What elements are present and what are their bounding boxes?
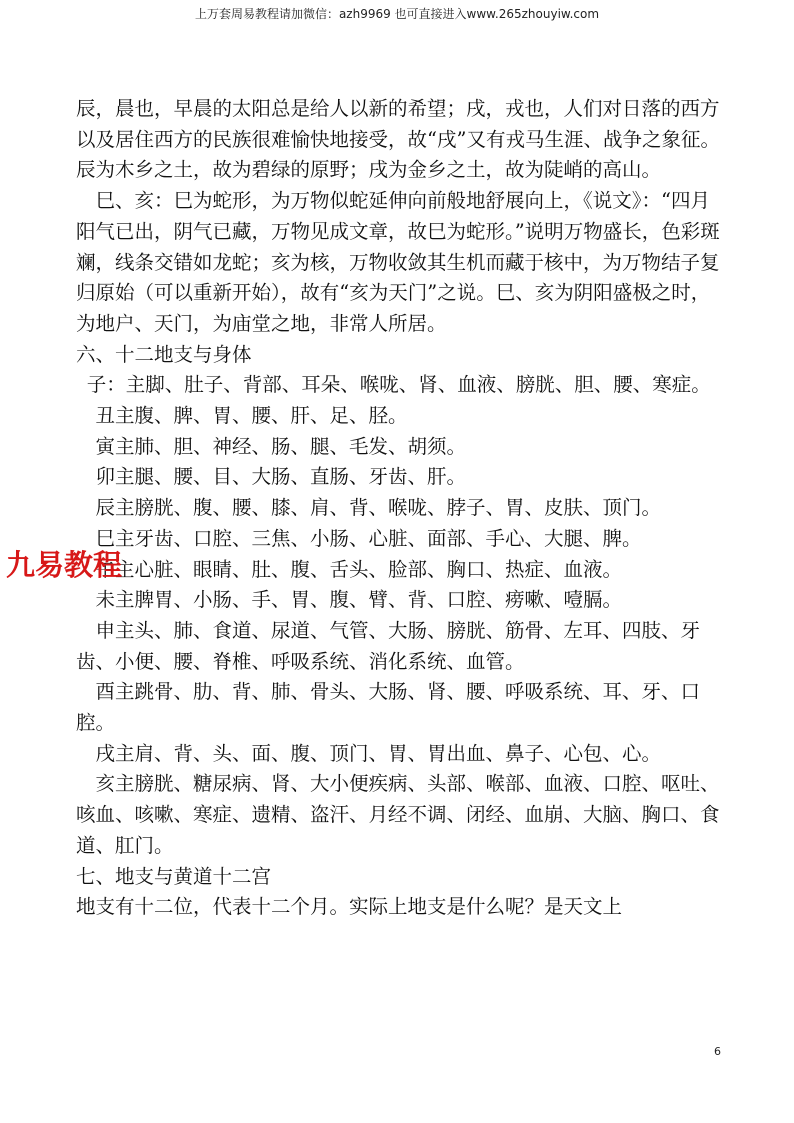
list-item: 申主头、肺、食道、尿道、气管、大肠、膀胱、筋骨、左耳、四肢、牙齿、小便、腰、脊椎、呼吸系统、消化系统、血管。 (76, 618, 701, 673)
paragraph: 巳、亥：巳为蛇形，为万物似蛇延伸向前般地舒展向上，《说文》：“四月阳气已出，阴气已藏，万物见成文章，故巳为蛇形。”说明万物盛长，色彩斑斓，线条交错如龙蛇；亥为核，万物收敛其生机而藏于核中，为万物结子复归原始（可以重新开始），故有“亥为天门”之说。巳、亥为阴阳盛极之时，为地户、天门，为庙堂之地，非常人所居。 (76, 189, 720, 335)
list-item: 午主心脏、眼睛、肚、腹、舌头、脸部、胸口、热症、血液。 (95, 557, 623, 581)
document-body (76, 94, 722, 923)
paragraph: 地支有十二位，代表十二个月。实际上地支是什么呢？是天文上 (76, 895, 623, 919)
list-item: 酉主跳骨、肋、背、肺、骨头、大肠、肾、腰、呼吸系统、耳、牙、口腔。 (76, 680, 701, 735)
watermark-logo: 九易教程 (6, 548, 123, 582)
list-item: 寅主肺、胆、神经、肠、腿、毛发、胡须。 (95, 434, 467, 458)
list-item: 丑主腹、脾、胃、腰、肝、足、胫。 (95, 404, 408, 428)
list-item: 戌主肩、背、头、面、腹、顶门、胃、胃出血、鼻子、心包、心。 (95, 741, 662, 765)
list-item: 辰主膀胱、腹、腰、膝、肩、背、喉咙、脖子、胃、皮肤、顶门。 (95, 496, 662, 520)
page-header-notice: 上万套周易教程请加微信：azh9969 也可直接进入www.265zhouyiw.com (194, 7, 600, 21)
page-number: 6 (714, 1045, 721, 1058)
list-item: 未主脾胃、小肠、手、胃、腹、臂、背、口腔、痨嗽、噎膈。 (95, 588, 623, 612)
list-item: 亥主膀胱、糖尿病、肾、大小便疾病、头部、喉部、血液、口腔、呕吐、咳血、咳嗽、寒症、遗精、盗汗、月经不调、闭经、血崩、大脑、胸口、食道、肛门。 (76, 772, 720, 857)
list-item: 巳主牙齿、口腔、三焦、小肠、心脏、面部、手心、大腿、脾。 (95, 526, 642, 550)
section-heading: 七、地支与黄道十二宫 (76, 864, 272, 888)
list-item: 子：主脚、肚子、背部、耳朵、喉咙、肾、血液、膀胱、胆、腰、寒症。 (86, 373, 711, 397)
paragraph: 辰，晨也，早晨的太阳总是给人以新的希望；戌，戎也，人们对日落的西方以及居住西方的民族很难愉快地接受，故“戌”又有戎马生涯、战争之象征。辰为木乡之土，故为碧绿的原野；戌为金乡之土，故为陡峭的高山。 (76, 97, 720, 182)
list-item: 卯主腿、腰、目、大肠、直肠、牙齿、肝。 (95, 465, 467, 489)
section-heading: 六、十二地支与身体 (76, 342, 252, 366)
